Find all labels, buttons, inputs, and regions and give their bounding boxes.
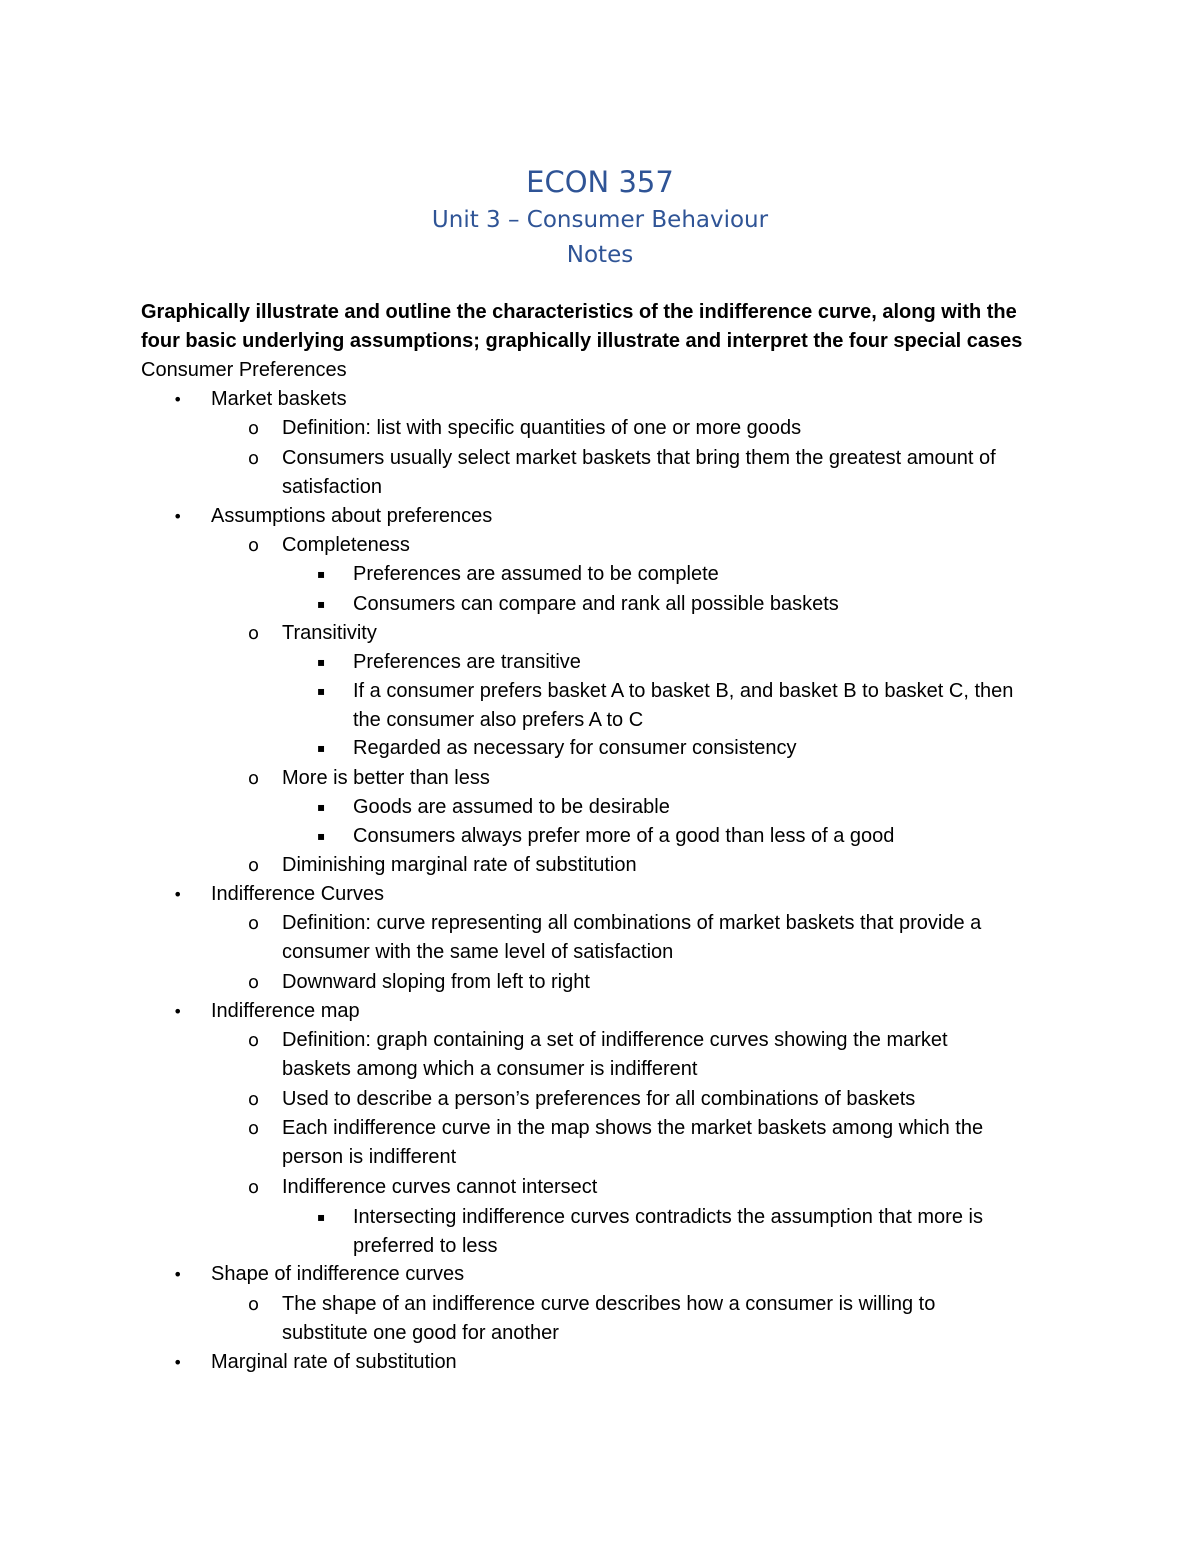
list-item: Each indifference curve in the map shows the market baskets among which the [282, 1117, 984, 1139]
list-item: Definition: graph containing a set of indifference curves showing the market [282, 1029, 948, 1051]
page-subtitle: Unit 3 – Consumer Behaviour [431, 207, 769, 233]
list-item: Definition: curve representing all combinations of market baskets that provide a [282, 912, 982, 934]
list-item: Regarded as necessary for consumer consistency [353, 737, 797, 759]
bullet-level3: ▪ [317, 800, 326, 814]
page-subtitle-notes: Notes [566, 242, 634, 268]
heading-line-2: four basic underlying assumptions; graphically illustrate and interpret the four special cases [141, 330, 1023, 352]
bullet-level2: o [248, 1089, 260, 1110]
bullet-level2: o [248, 535, 260, 556]
list-item: Completeness [282, 534, 410, 556]
list-item: Shape of indifference curves [211, 1263, 465, 1285]
bullet-level1: • [173, 1353, 183, 1372]
list-item: Definition: list with specific quantities of one or more goods [282, 417, 802, 439]
list-item: Indifference Curves [211, 883, 385, 905]
section-title: Consumer Preferences [141, 359, 347, 381]
list-item: More is better than less [282, 767, 490, 789]
list-item: Transitivity [282, 622, 377, 644]
heading-line-1: Graphically illustrate and outline the characteristics of the indifference curve, along with the [141, 301, 1017, 323]
bullet-level1: • [173, 507, 183, 526]
bullet-level2: o [248, 623, 260, 644]
list-item: Preferences are assumed to be complete [353, 563, 719, 585]
bullet-level2: o [248, 972, 260, 993]
list-item: Diminishing marginal rate of substitution [282, 854, 637, 876]
list-item: Used to describe a person’s preferences for all combinations of baskets [282, 1088, 916, 1110]
bullet-level3: ▪ [317, 655, 326, 669]
list-item: Indifference map [211, 1000, 360, 1022]
list-item: Consumers always prefer more of a good than less of a good [353, 825, 895, 847]
list-item-continuation: substitute one good for another [282, 1322, 559, 1344]
bullet-level1: • [173, 390, 183, 409]
list-item: The shape of an indifference curve describes how a consumer is willing to [282, 1293, 936, 1315]
bullet-level3: ▪ [317, 567, 326, 581]
bullet-level3: ▪ [317, 741, 326, 755]
bullet-level2: o [248, 1118, 260, 1139]
list-item: Marginal rate of substitution [211, 1351, 457, 1373]
bullet-level3: ▪ [317, 829, 326, 843]
bullet-level2: o [248, 768, 260, 789]
list-item-continuation: the consumer also prefers A to C [353, 709, 644, 731]
list-item: Intersecting indifference curves contradicts the assumption that more is [353, 1206, 983, 1228]
list-item: Downward sloping from left to right [282, 971, 590, 993]
list-item: Indifference curves cannot intersect [282, 1176, 598, 1198]
list-item-continuation: person is indifferent [282, 1146, 457, 1168]
list-item-continuation: preferred to less [353, 1235, 498, 1257]
bullet-level3: ▪ [317, 1210, 326, 1224]
list-item: Consumers can compare and rank all possible baskets [353, 593, 839, 615]
bullet-level2: o [248, 1177, 260, 1198]
list-item-continuation: consumer with the same level of satisfaction [282, 941, 674, 963]
bullet-level2: o [248, 913, 260, 934]
list-item-continuation: satisfaction [282, 476, 383, 498]
bullet-level3: ▪ [317, 597, 326, 611]
page-title: ECON 357 [526, 165, 674, 199]
list-item: If a consumer prefers basket A to basket B, and basket B to basket C, then [353, 680, 1014, 702]
list-item: Preferences are transitive [353, 651, 581, 673]
bullet-level1: • [173, 1265, 183, 1284]
list-item: Consumers usually select market baskets that bring them the greatest amount of [282, 447, 996, 469]
list-item: Goods are assumed to be desirable [353, 796, 670, 818]
bullet-level2: o [248, 1030, 260, 1051]
bullet-level2: o [248, 1294, 260, 1315]
bullet-level2: o [248, 448, 260, 469]
list-item: Assumptions about preferences [211, 505, 493, 527]
section-heading [141, 298, 1061, 356]
list-item: Market baskets [211, 388, 347, 410]
bullet-level2: o [248, 418, 260, 439]
bullet-level1: • [173, 1002, 183, 1021]
list-item-continuation: baskets among which a consumer is indifferent [282, 1058, 698, 1080]
bullet-level1: • [173, 885, 183, 904]
bullet-level2: o [248, 855, 260, 876]
bullet-level3: ▪ [317, 684, 326, 698]
